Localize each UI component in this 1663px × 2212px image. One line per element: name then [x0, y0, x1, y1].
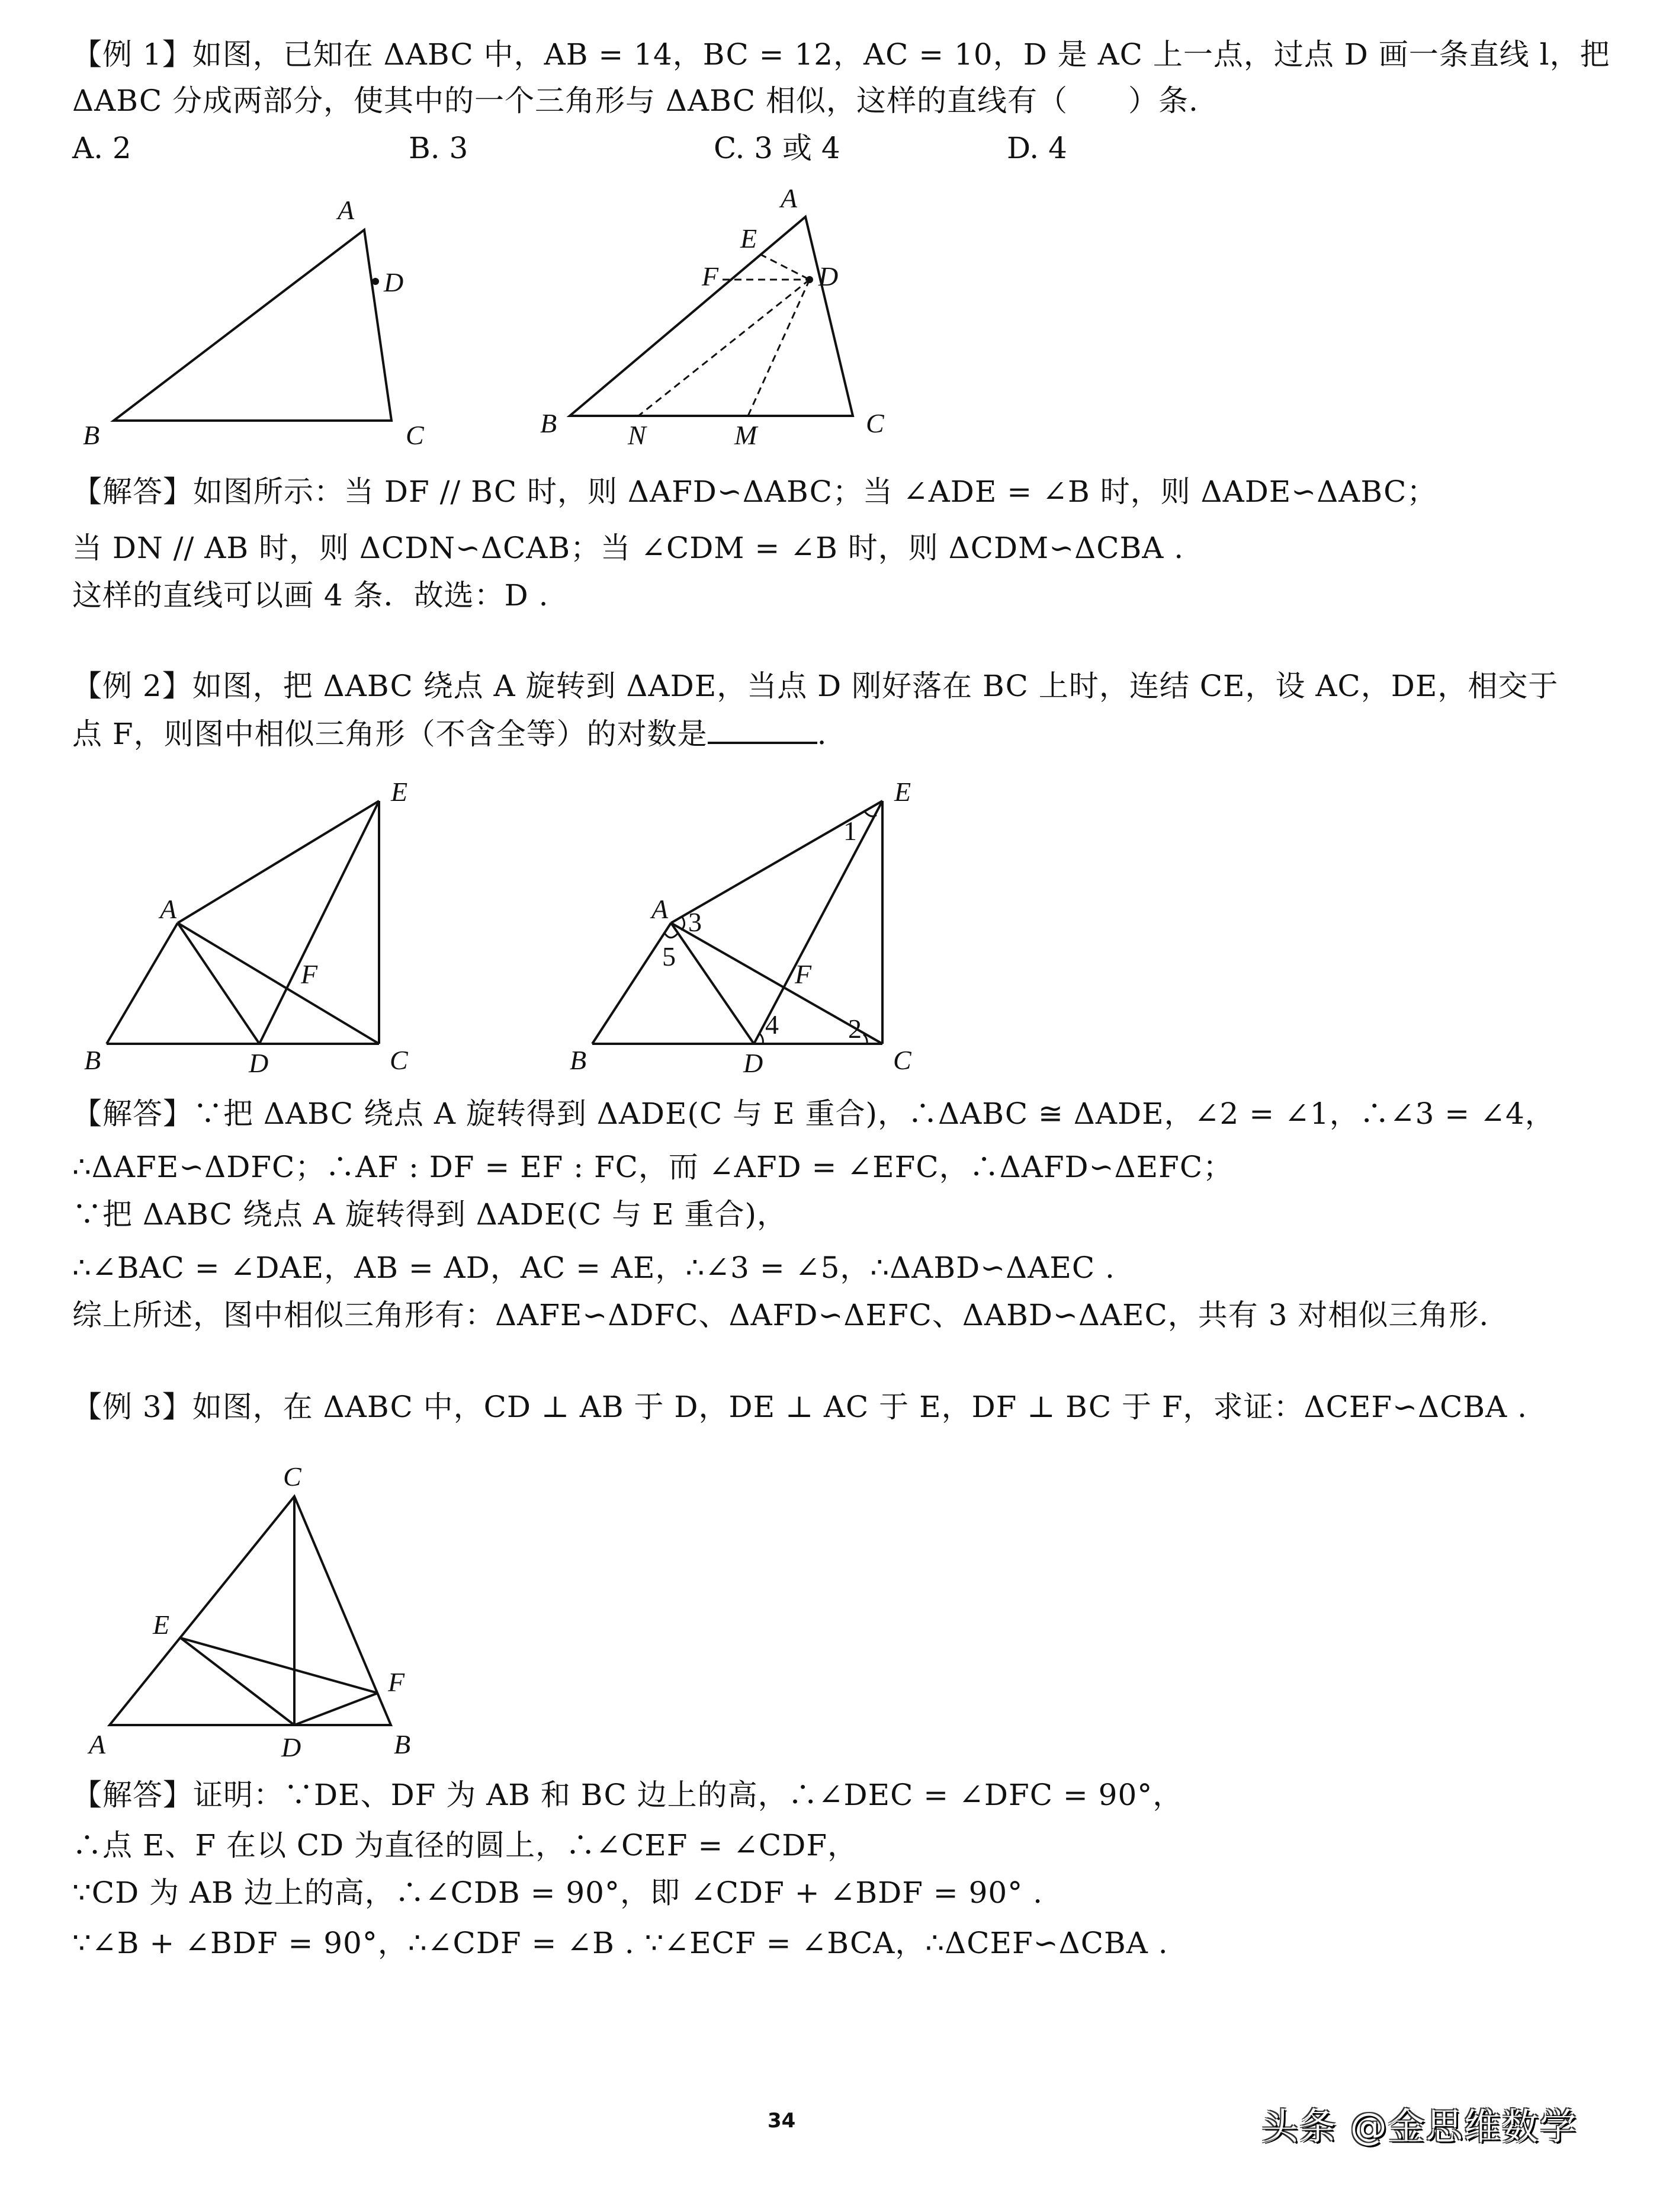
example2-figure2 — [563, 770, 948, 1078]
point-d — [806, 276, 813, 283]
label-a: A — [781, 183, 798, 213]
label-f: F — [388, 1667, 405, 1697]
example1-figure1 — [77, 190, 462, 450]
label-a: A — [89, 1729, 106, 1759]
example2-question-end: . — [817, 717, 827, 751]
example1-solution-line3: 这样的直线可以画 4 条．故选：D . — [72, 578, 549, 613]
angle-label-1: 1 — [843, 816, 857, 846]
example2-question-line1: 【例 2】如图，把 ΔABC 绕点 A 旋转到 ΔADE，当点 D 刚好落在 BC 上时，连结 CE，设 AC，DE，相交于 — [72, 669, 1559, 703]
label-c: C — [390, 1045, 408, 1075]
example1-solution-line1: 【解答】如图所示：当 DF // BC 时，则 ΔAFD∽ΔABC；当 ∠ADE = ∠B 时，则 ΔADE∽ΔABC； — [72, 475, 1437, 509]
label-b: B — [570, 1045, 587, 1075]
label-d: D — [743, 1048, 763, 1078]
label-e: E — [391, 777, 408, 807]
label-d: D — [384, 267, 404, 297]
example1-solution-line2: 当 DN // AB 时，则 ΔCDN∽ΔCAB；当 ∠CDM = ∠B 时，则 ΔCDM∽ΔCBA . — [72, 531, 1184, 565]
side-ad — [671, 923, 754, 1044]
angle-label-5: 5 — [662, 941, 676, 972]
example2-question-text: 点 F，则图中相似三角形（不含全等）的对数是 — [72, 717, 708, 751]
point-d — [372, 278, 379, 285]
label-a: A — [160, 894, 177, 924]
watermark: 头条 @金思维数学 — [1261, 2105, 1578, 2148]
label-c: C — [283, 1461, 301, 1492]
example2-solution-line5: 综上所述，图中相似三角形有：ΔAFE∽ΔDFC、ΔAFD∽ΔEFC、ΔABD∽ΔAEC，共有 3 对相似三角形. — [72, 1298, 1489, 1332]
example3-figure — [77, 1445, 456, 1765]
label-f: F — [795, 959, 812, 989]
segment-ef — [181, 1638, 378, 1693]
example1-option-c: C. 3 或 4 — [714, 131, 840, 165]
label-m: M — [734, 420, 757, 450]
example2-solution-line1: 【解答】∵把 ΔABC 绕点 A 旋转得到 ΔADE(C 与 E 重合)，∴ΔABC ≅ ΔADE，∠2 = ∠1，∴∠3 = ∠4， — [72, 1097, 1555, 1131]
label-n: N — [628, 420, 646, 450]
label-d: D — [281, 1732, 301, 1762]
line-dn — [638, 280, 810, 416]
side-ac — [178, 923, 379, 1044]
example1-figure2 — [533, 184, 948, 456]
example2-solution-line4: ∴∠BAC = ∠DAE，AB = AD，AC = AE，∴∠3 = ∠5，∴ΔABD∽ΔAEC . — [72, 1251, 1115, 1285]
label-c: C — [893, 1045, 911, 1075]
example1-option-a: A. 2 — [72, 131, 131, 165]
label-f: F — [301, 959, 318, 989]
side-ab — [107, 923, 178, 1044]
side-ab — [592, 923, 671, 1044]
side-ad — [178, 923, 259, 1044]
example2-solution-line2: ∴ΔAFE∽ΔDFC；∴AF : DF = EF : FC，而 ∠AFD = ∠EFC，∴ΔAFD∽ΔEFC； — [72, 1150, 1234, 1184]
example3-solution-line3: ∵CD 为 AB 边上的高，∴∠CDB = 90°，即 ∠CDF + ∠BDF = 90° . — [72, 1876, 1043, 1910]
label-a: A — [651, 894, 669, 924]
label-a: A — [338, 195, 355, 225]
label-b: B — [84, 1045, 101, 1075]
example1-option-d: D. 4 — [1007, 131, 1067, 165]
label-d: D — [249, 1048, 269, 1078]
example2-question-line2 — [72, 716, 827, 752]
line-de — [760, 254, 810, 280]
angle-5-arc — [664, 933, 678, 938]
label-e: E — [894, 777, 911, 807]
example2-figure1 — [77, 770, 462, 1078]
label-b: B — [540, 408, 557, 438]
label-f: F — [702, 261, 719, 291]
angle-label-4: 4 — [765, 1009, 779, 1040]
label-d: D — [818, 261, 839, 291]
example3-solution-line4: ∵∠B + ∠BDF = 90°，∴∠CDF = ∠B . ∵∠ECF = ∠BCA，∴ΔCEF∽ΔCBA . — [72, 1926, 1168, 1960]
line-dm — [748, 280, 810, 416]
angle-label-2: 2 — [848, 1014, 862, 1044]
label-b: B — [83, 420, 100, 450]
example2-solution-line3: ∵把 ΔABC 绕点 A 旋转得到 ΔADE(C 与 E 重合)， — [72, 1197, 787, 1232]
angle-label-3: 3 — [688, 907, 702, 937]
example3-question-line1: 【例 3】如图，在 ΔABC 中，CD ⊥ AB 于 D，DE ⊥ AC 于 E，DF ⊥ BC 于 F，求证：ΔCEF∽ΔCBA . — [72, 1390, 1528, 1424]
angle-4-arc — [759, 1033, 763, 1044]
segment-df — [294, 1693, 378, 1725]
page-number: 34 — [768, 2109, 796, 2133]
example1-option-b: B. 3 — [409, 131, 468, 165]
triangle-abc — [570, 217, 853, 416]
example3-solution-line1: 【解答】证明：∵DE、DF 为 AB 和 BC 边上的高，∴∠DEC = ∠DFC = 90°， — [72, 1778, 1183, 1812]
label-c: C — [406, 420, 424, 450]
label-e: E — [153, 1610, 170, 1640]
label-b: B — [394, 1729, 411, 1759]
example1-question-line1: 【例 1】如图，已知在 ΔABC 中，AB = 14，BC = 12，AC = 10，D 是 AC 上一点，过点 D 画一条直线 l，把 — [72, 37, 1610, 72]
label-e: E — [740, 223, 757, 254]
answer-blank[interactable] — [708, 716, 817, 744]
example3-solution-line2: ∴点 E、F 在以 CD 为直径的圆上，∴∠CEF = ∠CDF， — [72, 1828, 858, 1862]
label-c: C — [866, 408, 884, 438]
segment-de — [181, 1638, 294, 1725]
example1-question-line2: ΔABC 分成两部分，使其中的一个三角形与 ΔABC 相似，这样的直线有（ ）条. — [72, 84, 1199, 118]
triangle-abc — [114, 230, 391, 421]
